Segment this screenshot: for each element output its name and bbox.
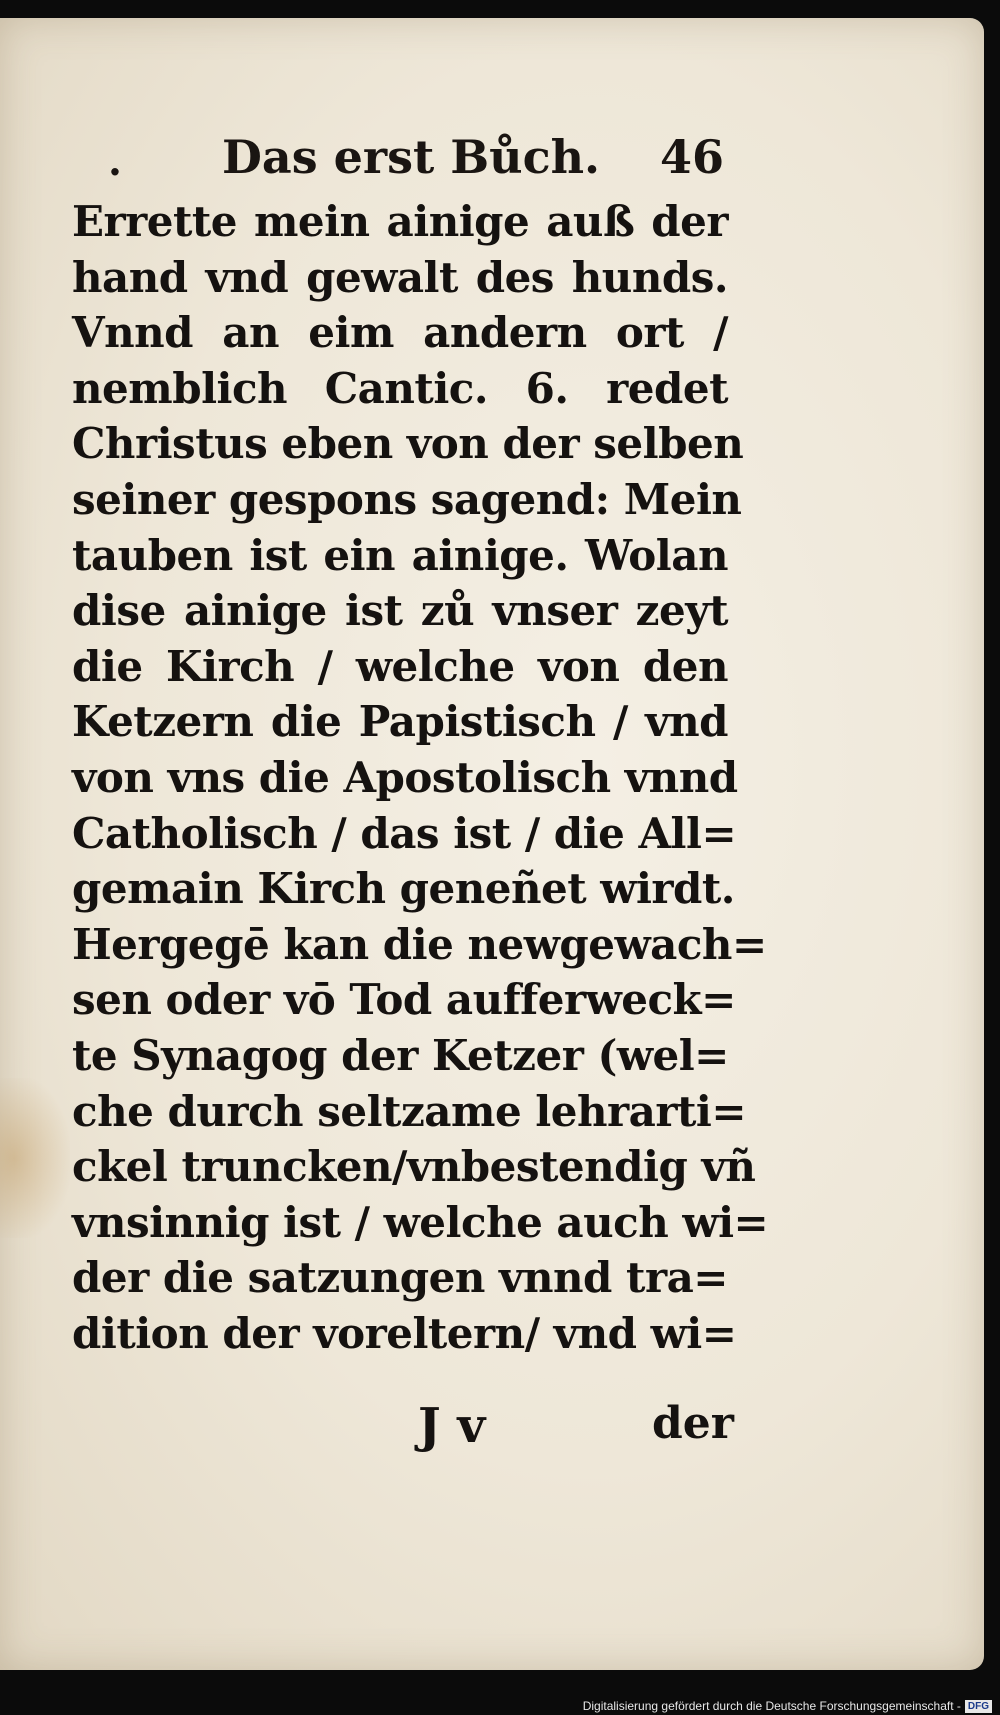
text-line: hand vnd gewalt des hunds. [72,252,728,302]
page-stain [0,1078,70,1238]
dfg-logo-icon: DFG [965,1700,992,1713]
text-line: Errette mein ainige auß der [72,197,728,246]
digitization-credit [583,1699,992,1713]
credit-text: Digitalisierung gefördert durch die Deutsche Forschungsgemeinschaft - [582,1699,961,1713]
running-head: Das erst Bůch. [222,130,601,184]
text-line: gemain Kirch geneñet wirdt. [72,864,735,914]
signature-mark: J v [418,1398,486,1454]
text-line: che durch seltzame lehrarti= [72,1086,747,1136]
text-line: dise ainige ist zů vnser zeyt [72,586,728,636]
body-text [72,194,769,1361]
text-line: die Kirch / welche von den [72,641,728,691]
header-dot: . [108,138,122,185]
text-line: Vnnd an eim andern ort / [72,308,728,358]
text-line: von vns die Apostolisch vnnd [72,752,738,802]
text-line: vnsinnig ist / welche auch wi= [72,1197,769,1247]
catchword: der [652,1398,734,1449]
page-footer [0,1398,984,1458]
text-line: sen oder vō Tod aufferweck= [72,975,736,1025]
text-line: Catholisch / das ist / die All= [72,808,737,858]
text-line: ckel truncken/vnbestendig vñ [72,1142,756,1192]
book-page [0,18,984,1670]
text-line: tauben ist ein ainige. Wolan [72,530,728,580]
text-line: te Synagog der Ketzer (wel= [72,1030,729,1080]
text-line: Hergegē kan die newgewach= [72,919,767,969]
text-line: dition der voreltern/ vnd wi= [72,1308,737,1358]
text-line: der die satzungen vnnd tra= [72,1253,728,1303]
page-header [0,130,984,190]
text-line: Christus eben von der selben [72,419,744,469]
text-line: Ketzern die Papistisch / vnd [72,697,728,747]
text-line: seiner gespons sagend: Mein [72,474,742,524]
text-line: nemblich Cantic. 6. redet [72,363,728,413]
page-number: 46 [660,130,725,184]
